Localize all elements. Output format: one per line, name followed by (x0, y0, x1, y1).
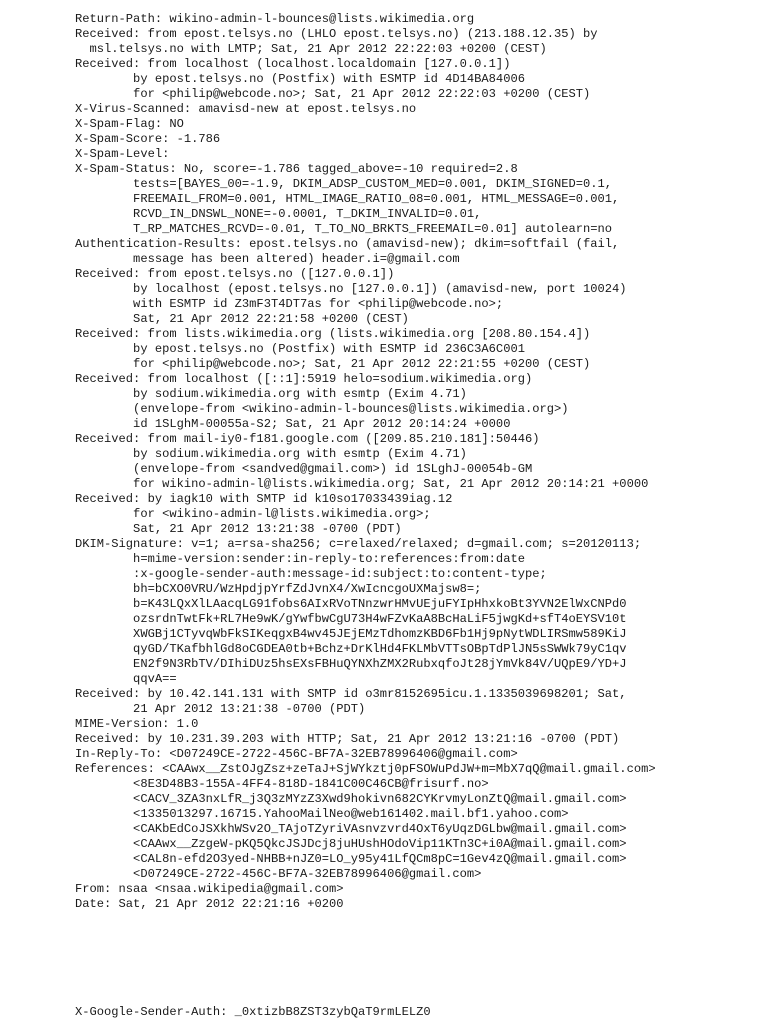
header-line: DKIM-Signature: v=1; a=rsa-sha256; c=relaxed/relaxed; d=gmail.com; s=20120113; (75, 537, 642, 551)
header-line: X-Spam-Status: No, score=-1.786 tagged_above=-10 required=2.8 (75, 162, 518, 176)
header-line: Received: by iagk10 with SMTP id k10so17033439iag.12 (75, 492, 453, 506)
header-line: X-Spam-Level: (75, 147, 170, 161)
header-line: :x-google-sender-auth:message-id:subject:to:content-type; (75, 567, 547, 581)
header-line: X-Spam-Score: -1.786 (75, 132, 221, 146)
header-line: qqvA== (75, 672, 177, 686)
header-line: MIME-Version: 1.0 (75, 717, 199, 731)
header-line: by epost.telsys.no (Postfix) with ESMTP id 4D14BA84006 (75, 72, 525, 86)
header-line: References: <CAAwx__ZstOJgZsz+zeTaJ+SjWYkztj0pFSOWuPdJW+m=MbX7qQ@mail.gmail.com> (75, 762, 656, 776)
header-line: bh=bCXO0VRU/WzHpdjpYrfZdJvnX4/XwIcncgoUXMajsw8=; (75, 582, 482, 596)
header-line: X-Spam-Flag: NO (75, 117, 184, 131)
header-line: Sat, 21 Apr 2012 13:21:38 -0700 (PDT) (75, 522, 402, 536)
header-line: h=mime-version:sender:in-reply-to:references:from:date (75, 552, 525, 566)
header-line: X-Virus-Scanned: amavisd-new at epost.telsys.no (75, 102, 417, 116)
header-line: by sodium.wikimedia.org with esmtp (Exim 4.71) (75, 447, 467, 461)
header-line: Received: by 10.231.39.203 with HTTP; Sat, 21 Apr 2012 13:21:16 -0700 (PDT) (75, 732, 620, 746)
header-line: <D07249CE-2722-456C-BF7A-32EB78996406@gmail.com> (75, 867, 482, 881)
header-line: for <wikino-admin-l@lists.wikimedia.org>; (75, 507, 431, 521)
header-line: for <philip@webcode.no>; Sat, 21 Apr 2012 22:22:03 +0200 (CEST) (75, 87, 591, 101)
header-line: id 1SLghM-00055a-S2; Sat, 21 Apr 2012 20:14:24 +0000 (75, 417, 511, 431)
header-line: <1335013297.16715.YahooMailNeo@web161402.mail.bf1.yahoo.com> (75, 807, 569, 821)
header-line: <8E3D48B3-155A-4FF4-818D-1841C00C46CB@frisurf.no> (75, 777, 489, 791)
header-line: 21 Apr 2012 13:21:38 -0700 (PDT) (75, 702, 366, 716)
header-line: Received: from epost.telsys.no (LHLO epost.telsys.no) (213.188.12.35) by (75, 27, 598, 41)
header-line: by localhost (epost.telsys.no [127.0.0.1]) (amavisd-new, port 10024) (75, 282, 627, 296)
header-line: Received: from localhost (localhost.localdomain [127.0.0.1]) (75, 57, 511, 71)
header-line: (envelope-from <sandved@gmail.com>) id 1SLghJ-00054b-GM (75, 462, 533, 476)
header-line: EN2f9N3RbTV/DIhiDUz5hsEXsFBHuQYNXhZMX2RubxqfoJt28jYmVk84V/UQpE9/YD+J (75, 657, 627, 671)
email-headers-block (75, 12, 656, 912)
header-line: for <philip@webcode.no>; Sat, 21 Apr 2012 22:21:55 +0200 (CEST) (75, 357, 591, 371)
header-line: From: nsaa <nsaa.wikipedia@gmail.com> (75, 882, 344, 896)
header-line: <CAAwx__ZzgeW-pKQ5QkcJSJDcj8juHUshHOdoVip11KTn3C+i0A@mail.gmail.com> (75, 837, 627, 851)
header-line: Return-Path: wikino-admin-l-bounces@lists.wikimedia.org (75, 12, 475, 26)
header-line: Received: from mail-iy0-f181.google.com ([209.85.210.181]:50446) (75, 432, 540, 446)
header-line: Date: Sat, 21 Apr 2012 22:21:16 +0200 (75, 897, 344, 911)
header-line: by epost.telsys.no (Postfix) with ESMTP id 236C3A6C001 (75, 342, 525, 356)
header-line: by sodium.wikimedia.org with esmtp (Exim 4.71) (75, 387, 467, 401)
header-line: tests=[BAYES_00=-1.9, DKIM_ADSP_CUSTOM_MED=0.001, DKIM_SIGNED=0.1, (75, 177, 613, 191)
header-line: <CAKbEdCoJSXkhWSv2O_TAjoTZyriVAsnvzvrd4OxT6yUqzDGLbw@mail.gmail.com> (75, 822, 627, 836)
header-line: with ESMTP id Z3mF3T4DT7as for <philip@webcode.no>; (75, 297, 504, 311)
google-sender-auth-header: X-Google-Sender-Auth: _0xtizbB8ZST3zybQaT9rmLELZ0 (75, 1005, 431, 1019)
header-line: <CACV_3ZA3nxLfR_j3Q3zMYzZ3Xwd9hokivn682CYKrvmyLonZtQ@mail.gmail.com> (75, 792, 627, 806)
header-line: Sat, 21 Apr 2012 22:21:58 +0200 (CEST) (75, 312, 409, 326)
header-line: message has been altered) header.i=@gmail.com (75, 252, 460, 266)
header-line: FREEMAIL_FROM=0.001, HTML_IMAGE_RATIO_08=0.001, HTML_MESSAGE=0.001, (75, 192, 620, 206)
header-line: (envelope-from <wikino-admin-l-bounces@lists.wikimedia.org>) (75, 402, 569, 416)
header-line: RCVD_IN_DNSWL_NONE=-0.0001, T_DKIM_INVALID=0.01, (75, 207, 482, 221)
header-line: b=K43LQxXlLAacqLG91fobs6AIxRVoTNnzwrHMvUEjuFYIpHhxkoBt3YVN2ElWxCNPd0 (75, 597, 627, 611)
header-line: msl.telsys.no with LMTP; Sat, 21 Apr 2012 22:22:03 +0200 (CEST) (75, 42, 547, 56)
header-line: XWGBj1CTyvqWbFkSIKeqgxB4wv45JEjEMzTdhomzKBD6Fb1Hj9pNytWDLIRSmw589KiJ (75, 627, 627, 641)
header-line: ozsrdnTwtFk+RL7He9wK/gYwfbwCgU73H4wFZvKaA8BcHaLiF5jwgKd+sfT4oEYSV10t (75, 612, 627, 626)
header-line: <CAL8n-efd2O3yed-NHBB+nJZ0=LO_y95y41LfQCm8pC=1Gev4zQ@mail.gmail.com> (75, 852, 627, 866)
header-line: Received: from lists.wikimedia.org (lists.wikimedia.org [208.80.154.4]) (75, 327, 591, 341)
header-line: Received: by 10.42.141.131 with SMTP id o3mr8152695icu.1.1335039698201; Sat, (75, 687, 627, 701)
header-line: In-Reply-To: <D07249CE-2722-456C-BF7A-32EB78996406@gmail.com> (75, 747, 518, 761)
header-line: Authentication-Results: epost.telsys.no (amavisd-new); dkim=softfail (fail, (75, 237, 620, 251)
header-line: qyGD/TKafbhlGd8oCGDEA0tb+Bchz+DrKlHd4FKLMbVTTsOBpTdPlJN5sSWWk79yC1qv (75, 642, 627, 656)
header-line: T_RP_MATCHES_RCVD=-0.01, T_TO_NO_BRKTS_FREEMAIL=0.01] autolearn=no (75, 222, 613, 236)
header-line: for wikino-admin-l@lists.wikimedia.org; Sat, 21 Apr 2012 20:14:21 +0000 (75, 477, 649, 491)
header-line: Received: from localhost ([::1]:5919 helo=sodium.wikimedia.org) (75, 372, 533, 386)
header-line: Received: from epost.telsys.no ([127.0.0.1]) (75, 267, 395, 281)
